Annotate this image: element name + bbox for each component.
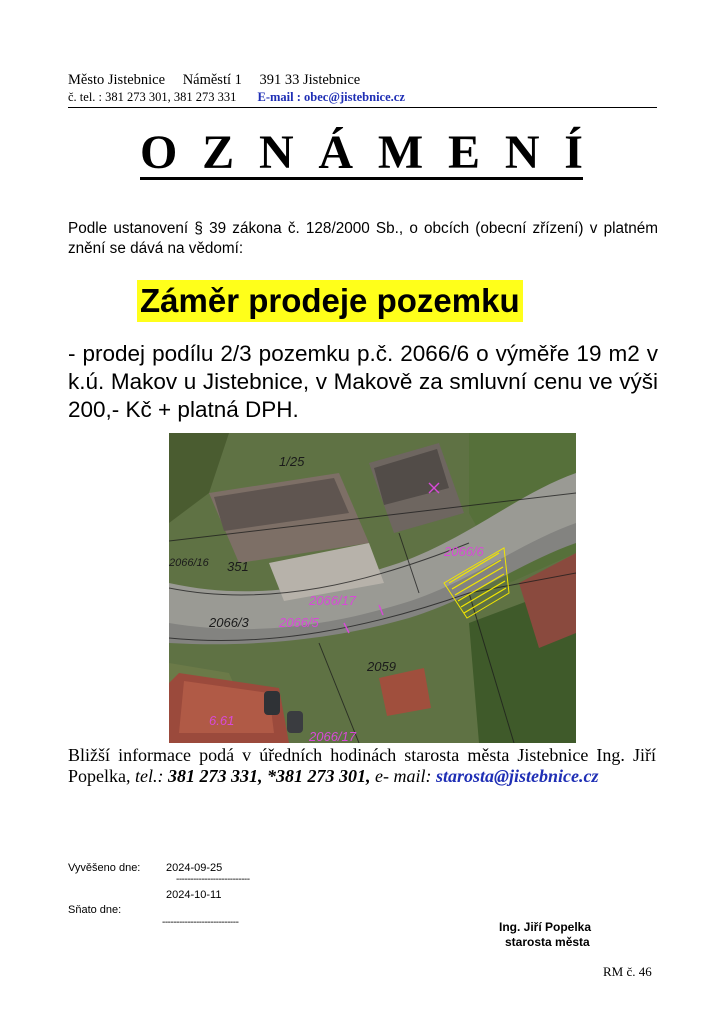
removed-label: Sňato dne: <box>68 904 122 916</box>
header-zip-city: 391 33 Jistebnice <box>259 72 361 88</box>
title-letter: E <box>448 125 481 179</box>
signature-role: starosta města <box>505 935 590 949</box>
posted-dashes: -------------------------- <box>176 874 250 885</box>
posted-date: 2024-09-25 <box>166 862 223 874</box>
map-label: 2066/3 <box>209 615 249 630</box>
contact-info <box>68 745 656 787</box>
title-letter: Í <box>564 125 583 179</box>
map-label: 2066/16 <box>169 557 209 569</box>
header-address <box>68 72 374 89</box>
title-letter: N <box>258 125 294 179</box>
cadastral-map <box>169 433 576 743</box>
intro-paragraph: Podle ustanovení § 39 zákona č. 128/2000 Sb., o obcích (obecní zřízení) v platném znění se dává na vědomí: <box>68 220 658 257</box>
info-tel-label: tel.: <box>135 766 164 786</box>
map-label: 2059 <box>367 659 396 674</box>
map-label: 2066/17 <box>309 729 356 743</box>
sale-description: - prodej podílu 2/3 pozemku p.č. 2066/6 o výměře 19 m2 v k.ú. Makov u Jistebnice, v Makově za smluvní cenu ve výši 200,- Kč + platná DPH. <box>68 341 658 422</box>
header-divider <box>68 107 657 108</box>
signature-name: Ing. Jiří Popelka <box>499 920 592 934</box>
posted-label: Vyvěšeno dne: <box>68 862 141 874</box>
map-label: 2066/6 <box>444 544 484 559</box>
info-lead: Bližší informace podá v úředních hodinách starosta města Jistebnice Ing. Jiří Popelka, <box>68 745 656 786</box>
map-label: 351 <box>227 559 249 574</box>
map-label: 2066/17 <box>309 593 356 608</box>
header-email[interactable]: E-mail : obec@jistebnice.cz <box>257 90 405 104</box>
info-tel2: *381 273 301, <box>267 766 371 786</box>
footer-reference: RM č. 46 <box>603 964 652 979</box>
header-square: Náměstí 1 <box>182 72 242 88</box>
header-phone: č. tel. : 381 273 301, 381 273 331 <box>68 90 237 104</box>
aerial-photo <box>169 433 576 743</box>
info-mail-link[interactable]: starosta@jistebnice.cz <box>435 766 599 786</box>
map-label: 2066/5 <box>279 615 319 630</box>
map-label: 1/25 <box>279 454 305 469</box>
removed-dashes: --------------------------- <box>162 917 239 928</box>
title-letter: Á <box>318 125 354 179</box>
title-letter: M <box>377 125 424 179</box>
title-underline <box>140 177 583 180</box>
removed-date: 2024-10-11 <box>166 889 222 901</box>
info-mail-label: e- mail: <box>375 766 432 786</box>
title-letter: N <box>504 125 540 179</box>
page-title <box>140 124 583 180</box>
info-tel1: 381 273 331, <box>168 766 263 786</box>
headline-highlight: Záměr prodeje pozemku <box>137 280 523 322</box>
title-letter: Z <box>202 125 235 179</box>
header-town: Město Jistebnice <box>68 72 166 88</box>
header-contact <box>68 90 405 105</box>
title-letter: O <box>140 125 178 179</box>
map-label: 6.61 <box>209 713 235 728</box>
